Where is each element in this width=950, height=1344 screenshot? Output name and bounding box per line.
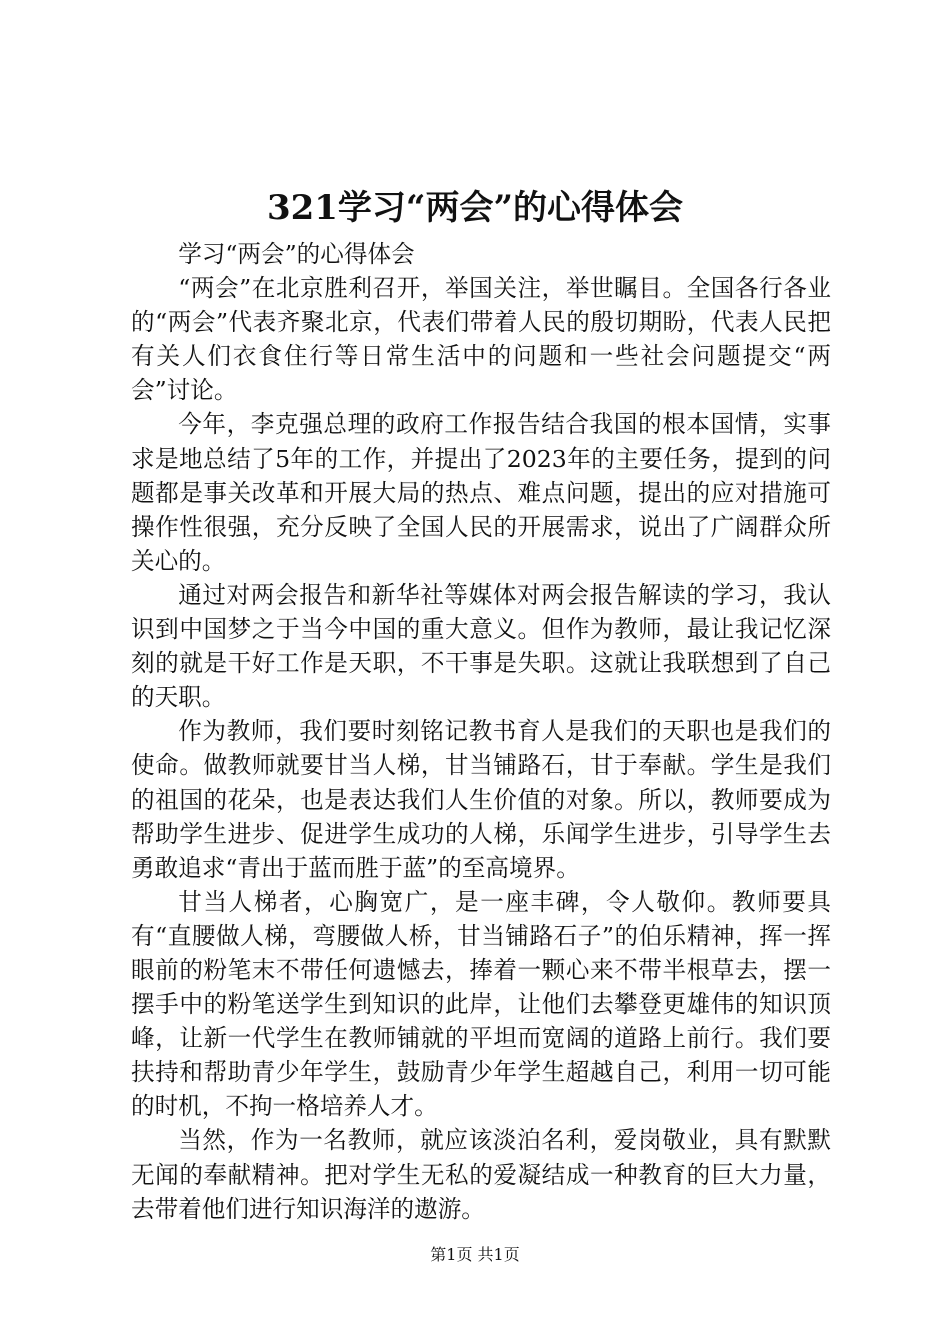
paragraph: “两会”在北京胜利召开，举国关注，举世瞩目。全国各行各业的“两会”代表齐聚北京，代表们带着人民的殷切期盼，代表人民把有关人们衣食住行等日常生活中的问题和一些社会问题提交“两会”讨论。: [131, 274, 831, 405]
paragraph: 甘当人梯者，心胸宽广，是一座丰碑，令人敬仰。教师要具有“直腰做人梯，弯腰做人桥，甘当铺路石子”的伯乐精神，挥一挥眼前的粉笔末不带任何遗憾去，捧着一颗心来不带半根草去，摆一摆手中的粉笔送学生到知识的此岸，让他们去攀登更雄伟的知识顶峰，让新一代学生在教师铺就的平坦而宽阔的道路上前行。我们要扶持和帮助青少年学生，鼓励青少年学生超越自己，利用一切可能的时机，不拘一格培养人才。: [131, 887, 831, 1121]
document-body: [131, 237, 831, 1226]
paragraph: 今年，李克强总理的政府工作报告结合我国的根本国情，实事求是地总结了5年的工作，并提出了2023年的主要任务，提到的问题都是事关改革和开展大局的热点、难点问题，提出的应对措施可操作性很强，充分反映了全国人民的开展需求，说出了广阔群众所关心的。: [131, 410, 831, 575]
page-number-footer: 第1页 共1页: [430, 1245, 520, 1264]
paragraph: 作为教师，我们要时刻铭记教书育人是我们的天职也是我们的使命。做教师就要甘当人梯，甘当铺路石，甘于奉献。学生是我们的祖国的花朵，也是表达我们人生价值的对象。所以，教师要成为帮助学生进步、促进学生成功的人梯，乐闻学生进步，引导学生去勇敢追求“青出于蓝而胜于蓝”的至高境界。: [131, 717, 831, 882]
paragraph-subtitle: 学习“两会”的心得体会: [178, 240, 415, 268]
document-title: 321学习“两会”的心得体会: [266, 188, 684, 228]
paragraph: 当然，作为一名教师，就应该淡泊名利，爱岗敬业，具有默默无闻的奉献精神。把对学生无私的爱凝结成一种教育的巨大力量，去带着他们进行知识海洋的遨游。: [131, 1126, 831, 1223]
paragraph: 通过对两会报告和新华社等媒体对两会报告解读的学习，我认识到中国梦之于当今中国的重大意义。但作为教师，最让我记忆深刻的就是干好工作是天职，不干事是失职。这就让我联想到了自己的天职。: [131, 580, 831, 712]
